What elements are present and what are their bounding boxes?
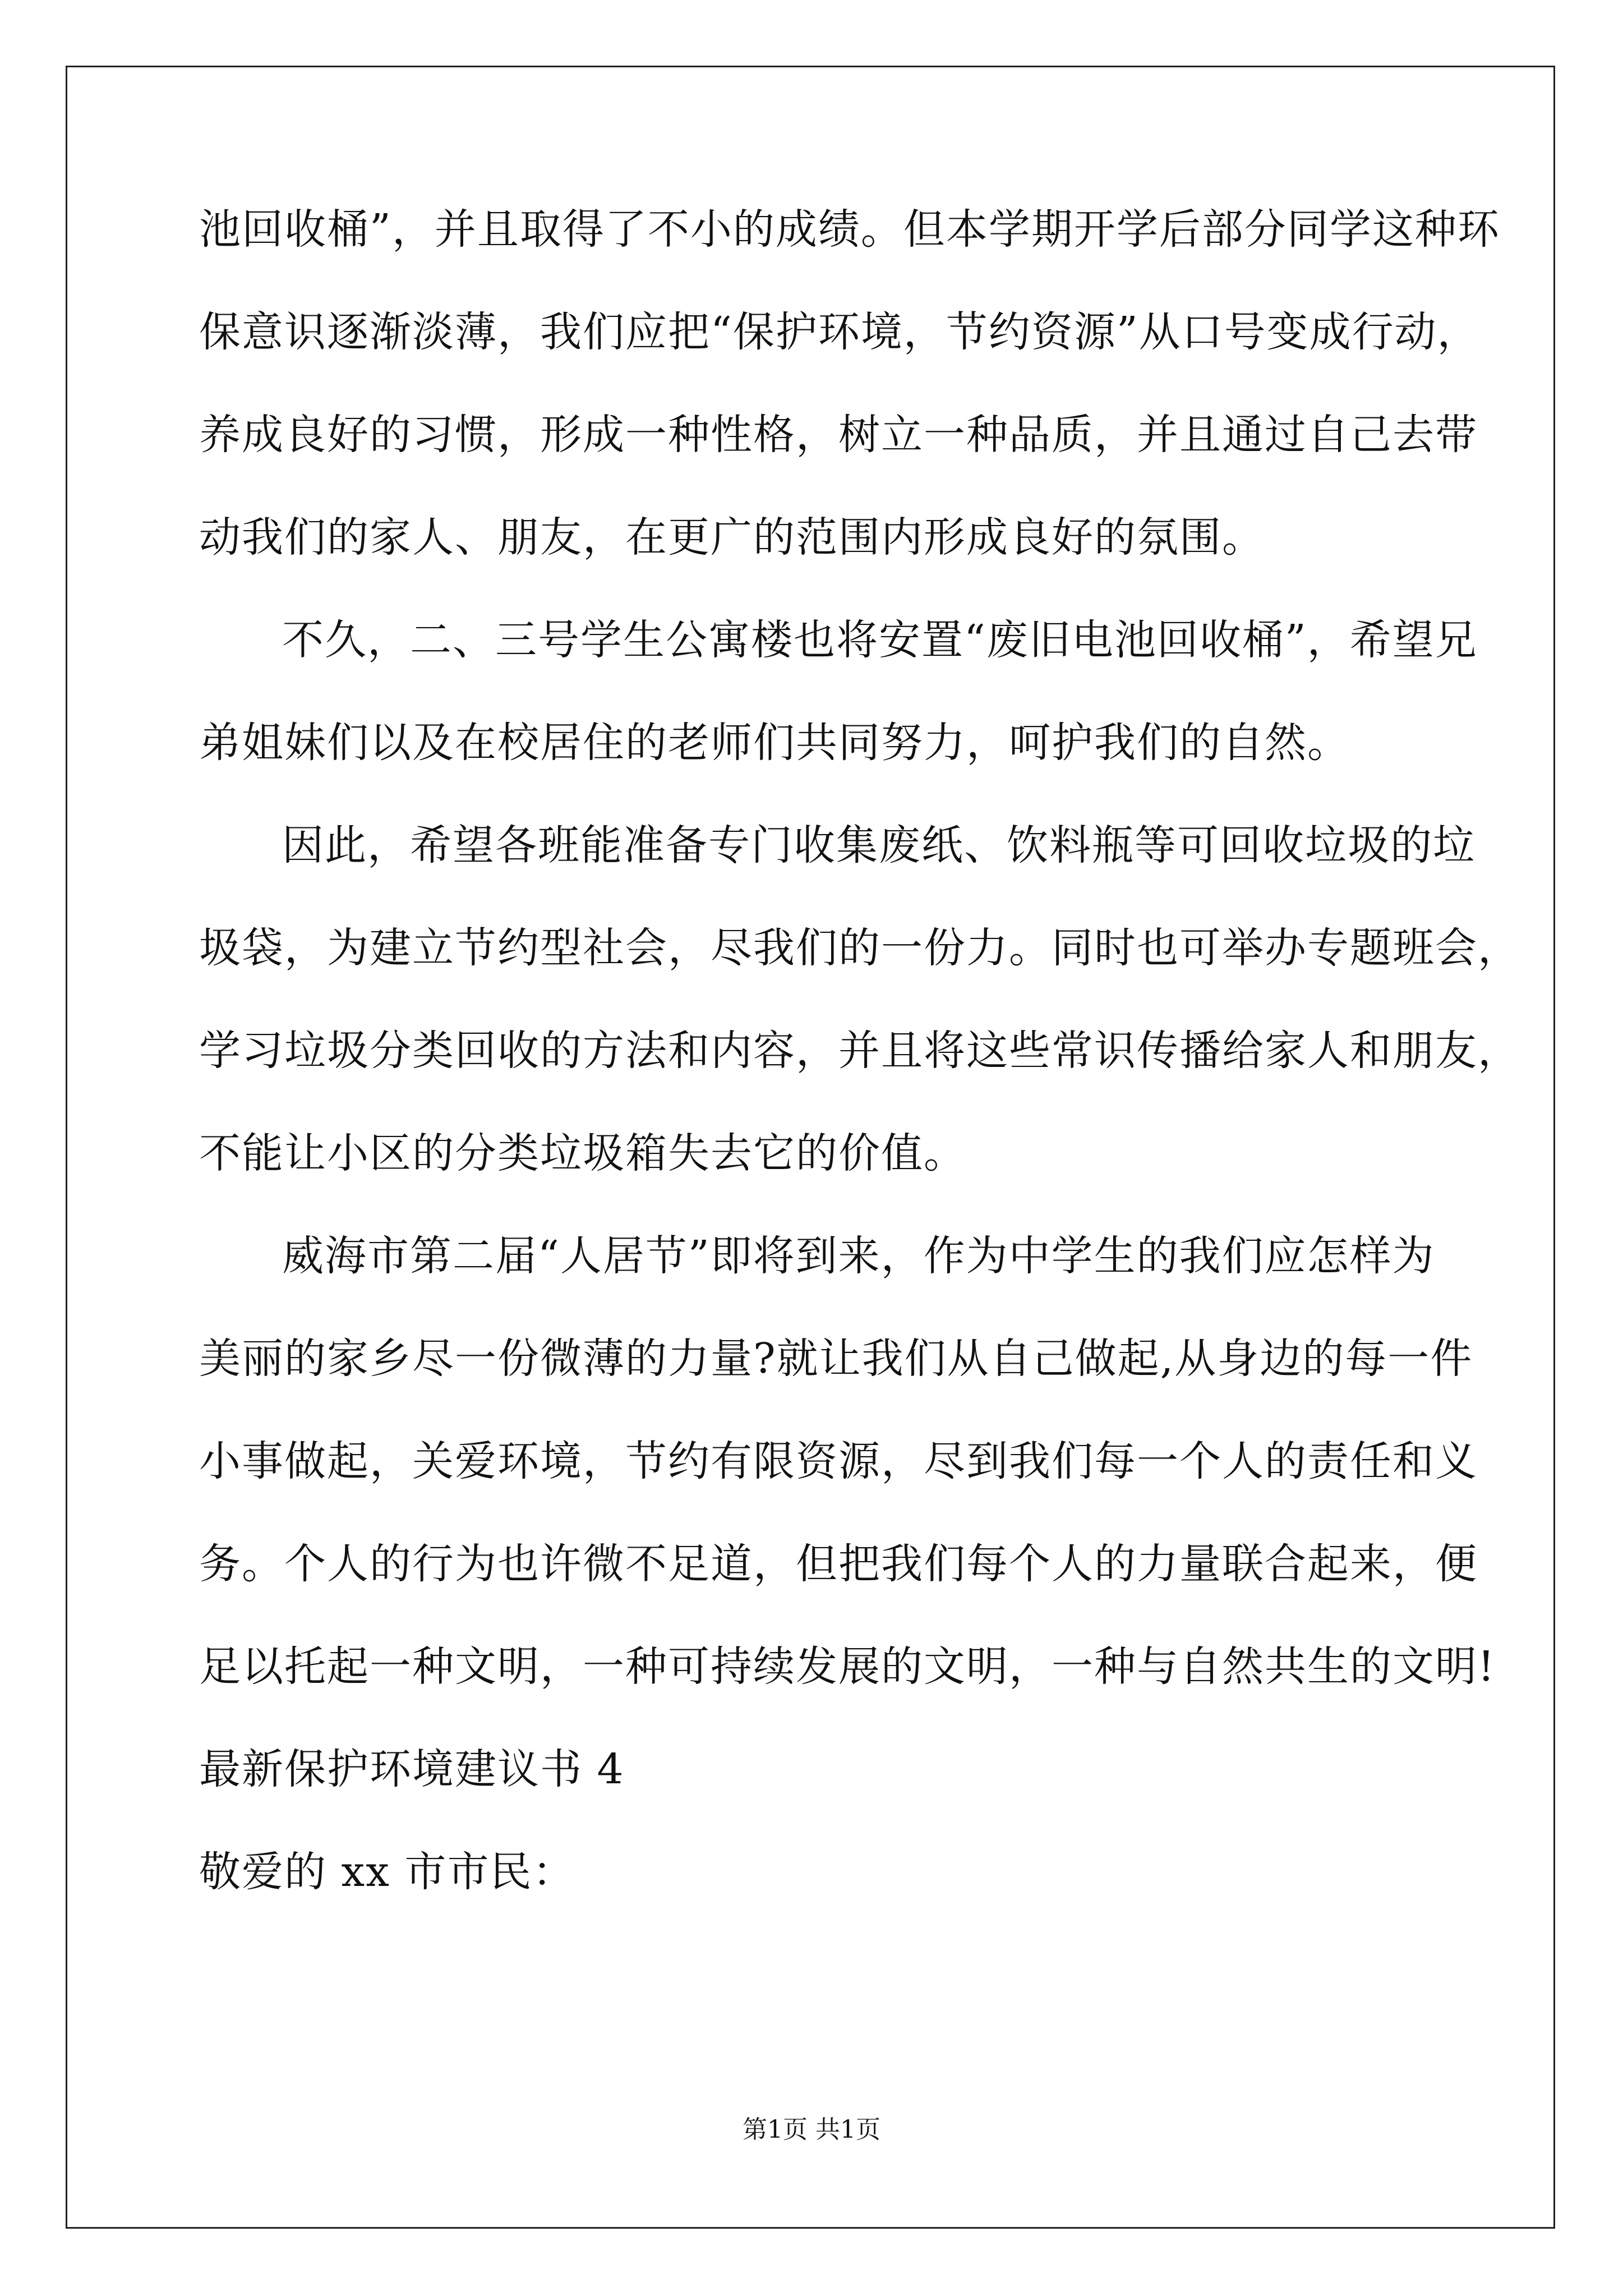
text-line: 学习垃圾分类回收的方法和内容，并且将这些常识传播给家人和朋友，: [199, 1027, 1520, 1075]
section-heading: 最新保护环境建议书 4: [199, 1745, 625, 1793]
text-line: 美丽的家乡尽一份微薄的力量?就让我们从自己做起,从身边的每一件: [199, 1335, 1473, 1383]
text-line: 圾袋，为建立节约型社会，尽我们的一份力。同时也可举办专题班会，: [199, 924, 1520, 972]
text-line: 弟姐妹们以及在校居住的老师们共同努力，呵护我们的自然。: [199, 719, 1350, 767]
text-line: 不久，二、三号学生公寓楼也将安置“废旧电池回收桶”，希望兄: [282, 616, 1478, 664]
text-line: 务。个人的行为也许微不足道，但把我们每个人的力量联合起来，便: [199, 1540, 1478, 1588]
text-line: 池回收桶”，并且取得了不小的成绩。但本学期开学后部分同学这种环: [199, 205, 1500, 254]
text-line: 不能让小区的分类垃圾箱失去它的价值。: [199, 1129, 966, 1177]
text-line: 小事做起，关爱环境，节约有限资源，尽到我们每一个人的责任和义: [199, 1437, 1478, 1485]
text-line: 养成良好的习惯，形成一种性格，树立一种品质，并且通过自己去带: [199, 411, 1478, 459]
text-line: 动我们的家人、朋友，在更广的范围内形成良好的氛围。: [199, 513, 1265, 562]
document-body: [199, 205, 1520, 1954]
text-line: 威海市第二届“人居节”即将到来，作为中学生的我们应怎样为: [282, 1232, 1435, 1280]
text-line: 足以托起一种文明，一种可持续发展的文明，一种与自然共生的文明!: [199, 1642, 1496, 1691]
page-number-footer: 第1页 共1页: [743, 2115, 880, 2144]
salutation: 敬爱的 xx 市市民：: [199, 1848, 575, 1896]
text-line: 保意识逐渐淡薄，我们应把“保护环境，节约资源”从口号变成行动，: [199, 308, 1480, 356]
text-line: 因此，希望各班能准备专门收集废纸、饮料瓶等可回收垃圾的垃: [282, 821, 1476, 869]
